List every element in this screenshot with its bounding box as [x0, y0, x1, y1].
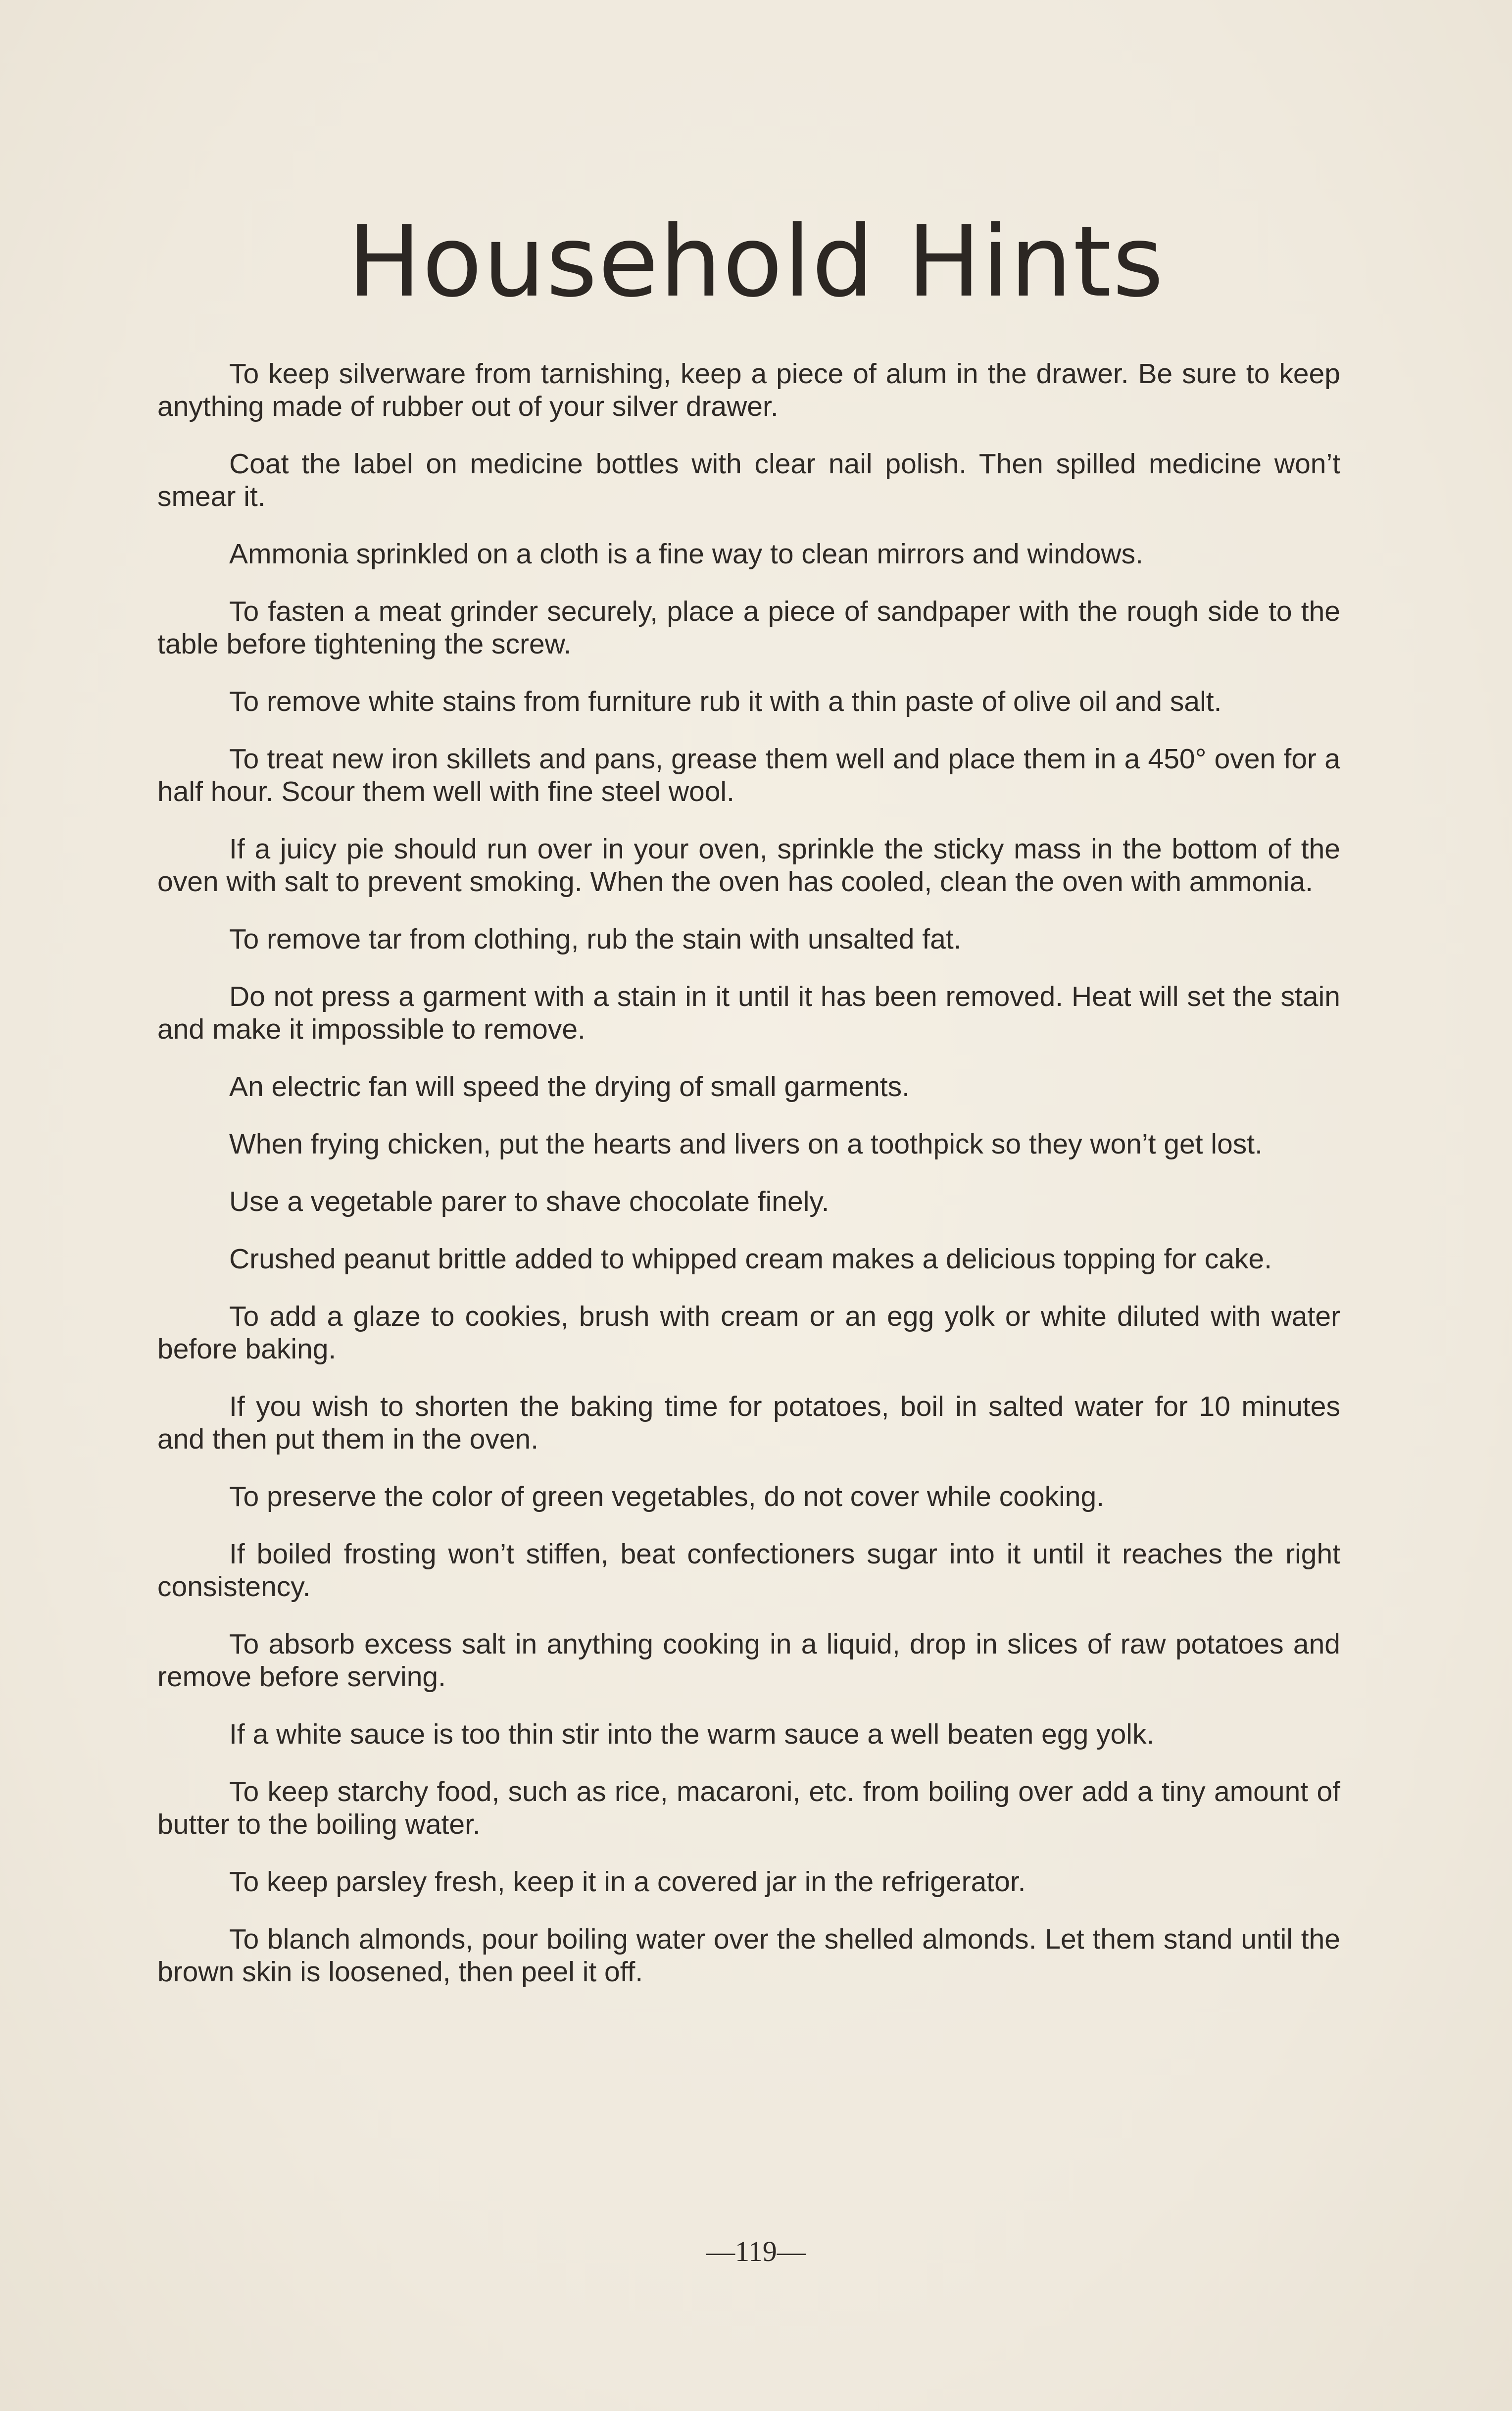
hint-paragraph: When frying chicken, put the hearts and livers on a toothpick so they won’t get lost. [229, 1128, 1263, 1160]
hint-paragraph: To remove white stains from furniture rub it with a thin paste of olive oil and salt. [229, 686, 1222, 717]
hint-paragraph: Use a vegetable parer to shave chocolate finely. [229, 1186, 829, 1217]
hint-paragraph: To absorb excess salt in anything cooking in a liquid, drop in slices of raw potatoes and remove before serving. [157, 1628, 1340, 1693]
hint-paragraph: To add a glaze to cookies, brush with cream or an egg yolk or white diluted with water before baking. [157, 1301, 1340, 1365]
hint-paragraph: If a juicy pie should run over in your oven, sprinkle the sticky mass in the bottom of the oven with salt to prevent smoking. When the oven has cooled, clean the oven with ammonia. [157, 833, 1340, 898]
hint-paragraph: Do not press a garment with a stain in it until it has been removed. Heat will set the stain and make it impossible to remove. [157, 981, 1340, 1045]
hint-paragraph: To preserve the color of green vegetables, do not cover while cooking. [229, 1481, 1105, 1512]
hint-paragraph: To blanch almonds, pour boiling water over the shelled almonds. Let them stand until the brown skin is loosened, then peel it off. [157, 1923, 1340, 1988]
hints-list [157, 357, 1340, 2013]
hint-paragraph: If you wish to shorten the baking time for potatoes, boil in salted water for 10 minutes and then put them in the oven. [157, 1391, 1340, 1455]
hint-paragraph: To fasten a meat grinder securely, place a piece of sandpaper with the rough side to the table before tightening the screw. [157, 596, 1340, 660]
hint-paragraph: Ammonia sprinkled on a cloth is a fine way to clean mirrors and windows. [229, 538, 1143, 570]
hint-paragraph: If a white sauce is too thin stir into the warm sauce a well beaten egg yolk. [229, 1718, 1155, 1750]
page-title: Household Hints [347, 204, 1165, 319]
hint-paragraph: To keep parsley fresh, keep it in a covered jar in the refrigerator. [229, 1866, 1026, 1898]
hint-paragraph: Coat the label on medicine bottles with clear nail polish. Then spilled medicine won’t smear it. [157, 448, 1340, 512]
hint-paragraph: To keep silverware from tarnishing, keep a piece of alum in the drawer. Be sure to keep anything made of rubber out of your silver drawer. [157, 358, 1340, 422]
page-number: —119— [706, 2235, 806, 2267]
hint-paragraph: To keep starchy food, such as rice, macaroni, etc. from boiling over add a tiny amount of butter to the boiling water. [157, 1776, 1340, 1840]
hint-paragraph: An electric fan will speed the drying of small garments. [229, 1071, 910, 1103]
hint-paragraph: To treat new iron skillets and pans, grease them well and place them in a 450° oven for a half hour. Scour them well with fine steel wool. [157, 743, 1340, 807]
hint-paragraph: Crushed peanut brittle added to whipped cream makes a delicious topping for cake. [229, 1243, 1272, 1275]
hint-paragraph: To remove tar from clothing, rub the stain with unsalted fat. [229, 923, 962, 955]
hint-paragraph: If boiled frosting won’t stiffen, beat confectioners sugar into it until it reaches the right consistency. [157, 1538, 1340, 1603]
